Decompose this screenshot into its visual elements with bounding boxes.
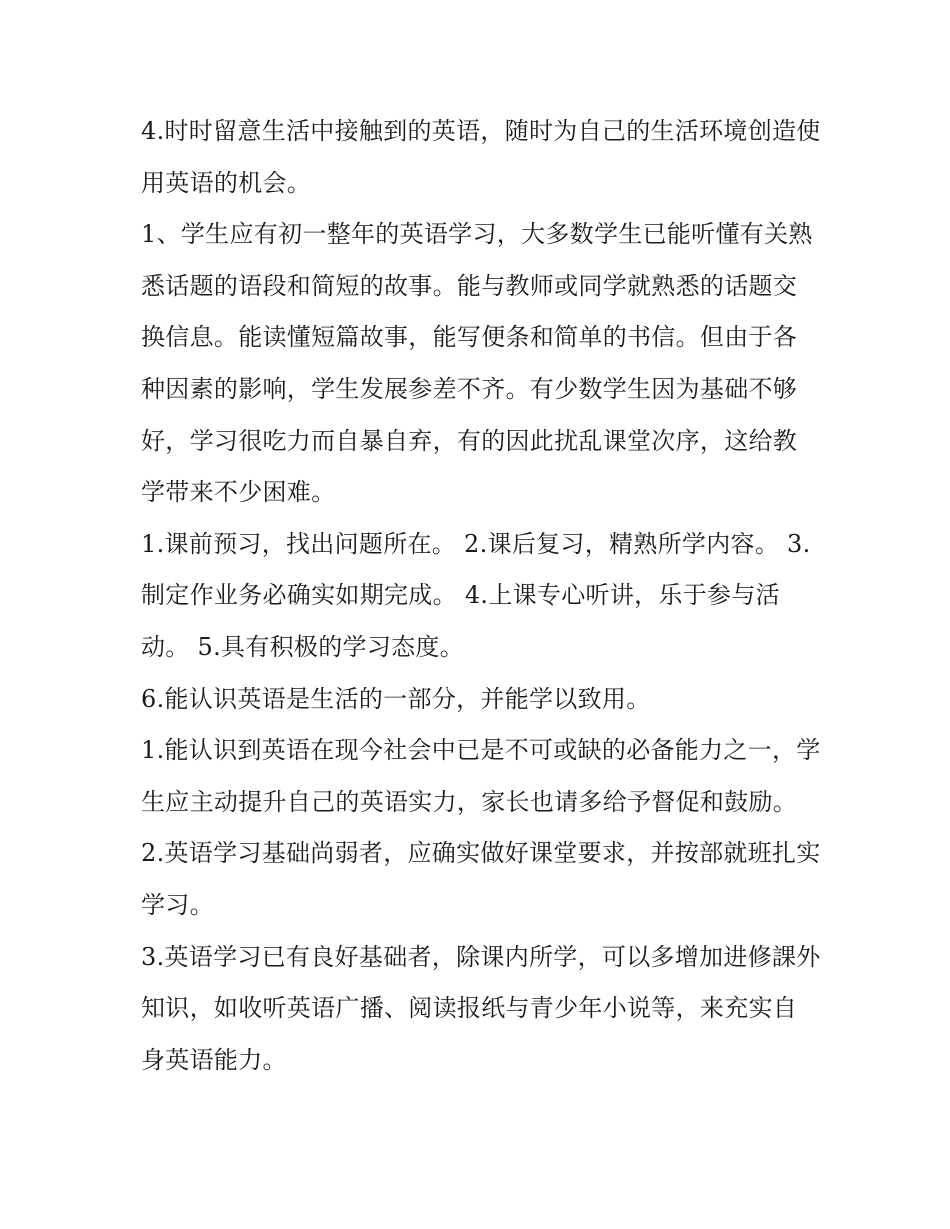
paragraph-suggestion-2: 2.英语学习基础尚弱者，应确实做好课堂要求，并按部就班扎实学习。 <box>141 839 821 919</box>
paragraph-study-habits: 1.课前预习，找出问题所在。 2.课后复习，精熟所学内容。 3.制定作业务必确实如期完成。 4.上课专心听讲，乐于参与活动。 5.具有积极的学习态度。 <box>141 529 811 661</box>
paragraph-student-analysis: 1、学生应有初一整年的英语学习，大多数学生已能听懂有关熟悉话题的语段和简短的故事。能与教师或同学就熟悉的话题交换信息。能读懂短篇故事，能写便条和简单的书信。但由于各种因素的影响，学生发展参差不齐。有少数学生因为基础不够好，学习很吃力而自暴自弃，有的因此扰乱课堂次序，这给教学带来不少困难。 <box>141 220 813 507</box>
paragraph-suggestion-1: 1.能认识到英语在现今社会中已是不可或缺的必备能力之一，学生应主动提升自己的英语实力，家长也请多给予督促和鼓励。 <box>141 736 821 816</box>
document-body <box>141 106 821 1086</box>
paragraph-tip-4: 4.时时留意生活中接触到的英语，随时为自己的生活环境创造使用英语的机会。 <box>141 117 821 197</box>
paragraph-suggestion-3: 3.英语学习已有良好基础者，除课内所学，可以多增加进修課外知识，如收听英语广播、阅读报纸与青少年小说等，来充实自身英语能力。 <box>141 942 821 1074</box>
paragraph-apply-english: 6.能认识英语是生活的一部分，并能学以致用。 <box>141 684 651 713</box>
